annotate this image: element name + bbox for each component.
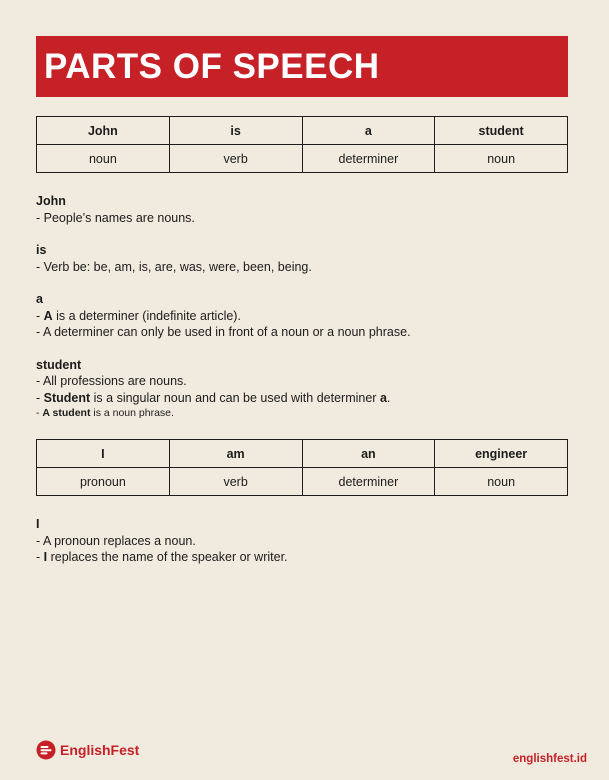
table-row-roles bbox=[37, 145, 568, 173]
notes-section-2 bbox=[36, 516, 576, 582]
note-line: - I replaces the name of the speaker or writer. bbox=[36, 550, 288, 564]
note-heading: I bbox=[36, 517, 40, 531]
note-line: - A is a determiner (indefinite article). bbox=[36, 308, 241, 323]
note-text: replaces the name of the speaker or writer. bbox=[47, 550, 288, 564]
page-title: PARTS OF SPEECH bbox=[44, 46, 380, 86]
note-heading: student bbox=[36, 357, 82, 372]
note-heading: is bbox=[36, 243, 47, 257]
word-cell: an bbox=[302, 440, 435, 468]
note-student bbox=[36, 357, 576, 422]
role-cell: determiner bbox=[302, 468, 435, 496]
note-line: - Verb be: be, am, is, are, was, were, been, being. bbox=[36, 259, 312, 274]
role-cell: pronoun bbox=[37, 468, 170, 496]
notes-section-1 bbox=[36, 193, 576, 437]
bold-term: A bbox=[43, 308, 53, 323]
word-cell: engineer bbox=[435, 440, 568, 468]
role-cell: verb bbox=[169, 468, 302, 496]
note-i bbox=[36, 516, 576, 566]
table-row-words bbox=[37, 440, 568, 468]
note-is bbox=[36, 242, 576, 275]
note-heading: a bbox=[36, 292, 43, 306]
note-line: - A student is a noun phrase. bbox=[36, 407, 174, 419]
sentence-table-1 bbox=[36, 116, 568, 173]
word-cell: is bbox=[169, 117, 302, 145]
website-url: englishfest.id bbox=[512, 753, 587, 765]
note-john bbox=[36, 193, 576, 226]
bold-term: a bbox=[379, 390, 387, 405]
table-row-roles bbox=[37, 468, 568, 496]
word-cell: I bbox=[37, 440, 170, 468]
word-cell: John bbox=[37, 117, 170, 145]
word-cell: a bbox=[302, 117, 435, 145]
note-a bbox=[36, 291, 576, 341]
note-text: is a singular noun and can be used with determiner bbox=[90, 390, 380, 405]
brand-name: EnglishFest bbox=[60, 742, 140, 758]
table-row-words bbox=[37, 117, 568, 145]
role-cell: noun bbox=[435, 468, 568, 496]
role-cell: determiner bbox=[302, 145, 435, 173]
word-cell: student bbox=[435, 117, 568, 145]
note-text: is a noun phrase. bbox=[90, 407, 174, 419]
note-text: is a determiner (indefinite article). bbox=[52, 308, 241, 323]
note-line: - All professions are nouns. bbox=[36, 374, 187, 388]
bold-term: Student bbox=[43, 390, 91, 405]
note-heading: John bbox=[36, 194, 66, 208]
note-line: - Student is a singular noun and can be used with determiner a. bbox=[36, 390, 391, 405]
note-line: - A pronoun replaces a noun. bbox=[36, 533, 196, 548]
title-banner bbox=[36, 36, 568, 97]
note-text: . bbox=[386, 390, 391, 405]
role-cell: noun bbox=[435, 145, 568, 173]
sentence-table-2 bbox=[36, 439, 568, 496]
role-cell: verb bbox=[169, 145, 302, 173]
brand-logo bbox=[36, 740, 139, 760]
word-cell: am bbox=[169, 440, 302, 468]
note-line: - A determiner can only be used in front of a noun or a noun phrase. bbox=[36, 325, 411, 339]
bold-term: A student bbox=[42, 407, 91, 419]
speech-bubble-logo-icon bbox=[36, 740, 56, 760]
role-cell: noun bbox=[37, 145, 170, 173]
bold-term: I bbox=[43, 550, 48, 564]
note-line: - People’s names are nouns. bbox=[36, 210, 195, 225]
